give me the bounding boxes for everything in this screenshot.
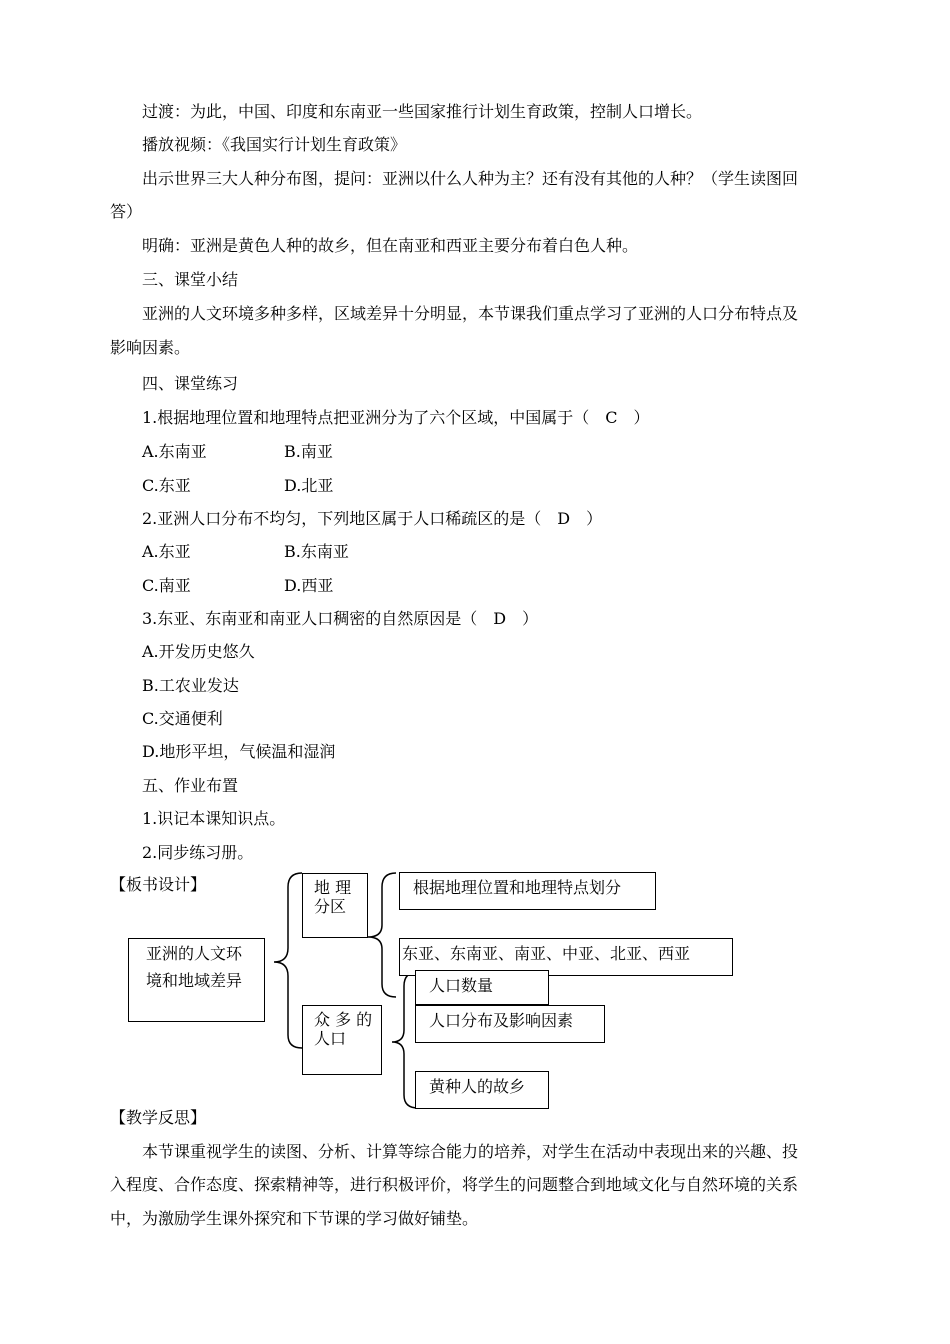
population-line2: 人口 (314, 1029, 347, 1048)
geo-basis-box (399, 872, 656, 910)
reflection-line-2: 入程度、合作态度、探索精神等，进行积极评价，将学生的问题整合到地域文化与自然环境的关系 (110, 1175, 799, 1194)
population-box (302, 1005, 382, 1075)
reflection-line-1: 本节课重视学生的读图、分析、计算等综合能力的培养，对学生在活动中表现出来的兴趣、投 (142, 1142, 799, 1161)
main-topic-line2: 境和地域差异 (146, 971, 243, 990)
geo-basis-text: 根据地理位置和地理特点划分 (413, 878, 622, 897)
question-1: 1.根据地理位置和地理特点把亚洲分为了六个区域，中国属于（ C ） (142, 408, 650, 427)
q2-option-a: A.东亚 (142, 542, 191, 561)
yellow-race-box (415, 1071, 549, 1109)
q1-option-a: A.东南亚 (142, 442, 207, 461)
summary-line: 亚洲的人文环境多种多样，区域差异十分明显，本节课我们重点学习了亚洲的人口分布特点及 (142, 304, 799, 323)
main-topic-line1: 亚洲的人文环 (146, 944, 243, 963)
geo-division-box (302, 873, 368, 938)
q2-option-c: C.南亚 (142, 576, 191, 595)
pop-distribution-text: 人口分布及影响因素 (429, 1011, 574, 1030)
question-line: 出示世界三大人种分布图，提问：亚洲以什么人种为主？还有没有其他的人种？（学生读图回 (142, 169, 799, 188)
main-topic-box (128, 938, 265, 1022)
geo-division-line2: 分区 (314, 897, 347, 916)
q3-option-b: B.工农业发达 (142, 676, 239, 695)
board-design-title: 【板书设计】 (110, 875, 207, 894)
geo-brace (368, 873, 396, 997)
pop-count-text: 人口数量 (429, 976, 494, 995)
population-line1: 众 多 的 (314, 1010, 373, 1029)
geo-division-line1: 地 理 (314, 878, 352, 897)
question-line-cont: 答） (110, 202, 143, 221)
q3-option-a: A.开发历史悠久 (142, 642, 255, 661)
q1-option-b: B.南亚 (284, 442, 333, 461)
clarify-line: 明确：亚洲是黄色人种的故乡，但在南亚和西亚主要分布着白色人种。 (142, 236, 639, 255)
section-practice-heading: 四、课堂练习 (142, 374, 239, 393)
question-2: 2.亚洲人口分布不均匀，下列地区属于人口稀疏区的是（ D ） (142, 509, 603, 528)
q3-option-c: C.交通便利 (142, 709, 223, 728)
q2-option-d: D.西亚 (284, 576, 334, 595)
pop-count-box (415, 970, 549, 1005)
video-line: 播放视频：《我国实行计划生育政策》 (142, 135, 407, 154)
summary-line-cont: 影响因素。 (110, 338, 191, 357)
q1-option-c: C.东亚 (142, 476, 191, 495)
q1-option-d: D.北亚 (284, 476, 334, 495)
yellow-race-text: 黄种人的故乡 (429, 1077, 526, 1096)
q3-option-d: D.地形平坦，气候温和湿润 (142, 742, 336, 761)
homework-item-2: 2.同步练习册。 (142, 843, 254, 862)
reflection-title: 【教学反思】 (110, 1108, 207, 1127)
section-homework-heading: 五、作业布置 (142, 776, 239, 795)
section-summary-heading: 三、课堂小结 (142, 270, 239, 289)
q2-option-b: B.东南亚 (284, 542, 349, 561)
transition-line: 过渡：为此，中国、印度和东南亚一些国家推行计划生育政策，控制人口增长。 (142, 102, 703, 121)
pop-distribution-box (415, 1005, 605, 1043)
geo-regions-text: 东亚、东南亚、南亚、中亚、北亚、西亚 (402, 944, 691, 963)
homework-item-1: 1.识记本课知识点。 (142, 809, 286, 828)
reflection-line-3: 中，为激励学生课外探究和下节课的学习做好铺垫。 (110, 1209, 479, 1228)
main-brace (274, 873, 302, 1048)
question-3: 3.东亚、东南亚和南亚人口稠密的自然原因是（ D ） (142, 609, 539, 628)
